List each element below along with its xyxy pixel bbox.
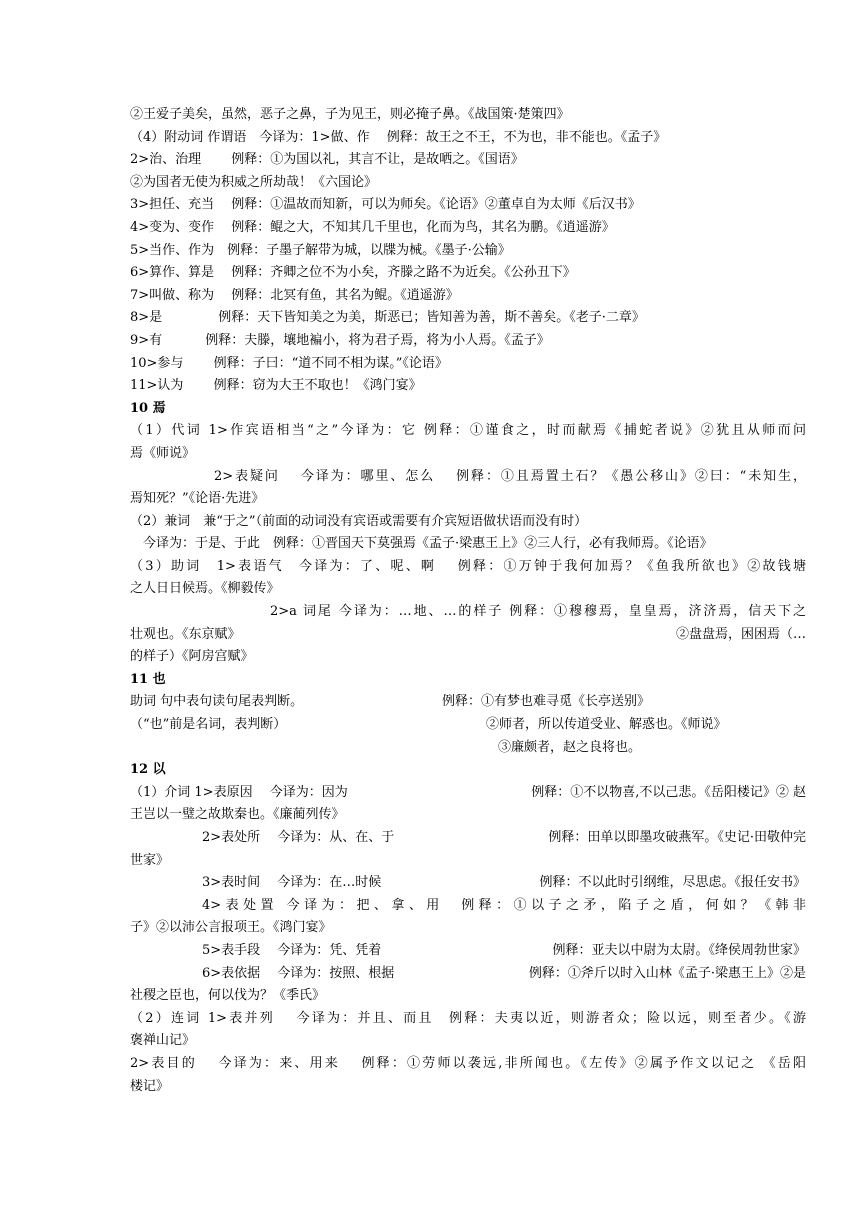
- text-segment: （1）介词 1>表原因 今译为：因为: [130, 784, 348, 800]
- document-body: [130, 104, 806, 1098]
- text-line: 4>表处置 今译为：把、拿、用 例释：①以子之矛，陷子之盾，何如？《韩非: [202, 897, 806, 913]
- text-line: 的样子）《阿房宫赋》: [130, 649, 254, 665]
- text-line: （2）连词 1>表并列 今译为：并且、而且 例释：夫夷以近，则游者众；险以远，则至者少。《游: [130, 1010, 806, 1026]
- text-segment: ②盘盘焉，困困焉（…: [675, 626, 806, 642]
- text-line: （3）助词 1>表语气 今译为：了、呢、啊 例释：①万钟于我何加焉？《鱼我所欲也》②故钱塘: [130, 558, 806, 574]
- text-line: [130, 827, 806, 850]
- text-line: 7>叫做、称为 例释：北冥有鱼，其名为鲲。《逍遥游》: [130, 287, 459, 303]
- text-line: [130, 714, 806, 737]
- text-line: [130, 963, 806, 986]
- text-line: （2）兼词 兼“于之”（前面的动词没有宾语或需要有介宾短语做状语而没有时）: [130, 513, 588, 529]
- text-line: ③廉颇者，赵之良将也。: [498, 739, 642, 755]
- text-line: 6>算作、算是 例释：齐卿之位不为小矣，齐滕之路不为近矣。《公孙丑下》: [130, 265, 576, 281]
- text-segment: 例释：不以此时引纲维，尽思虑。《报任安书》: [539, 875, 806, 891]
- text-segment: 壮观也。《东京赋》: [130, 626, 241, 642]
- text-line: 2>治、治理 例释：①为国以礼，其言不让，是故哂之。《国语》: [130, 152, 524, 168]
- text-segment: 例释：亚夫以中尉为太尉。《绛侯周勃世家》: [552, 942, 806, 958]
- text-segment: ②师者，所以传道受业、解惑也。《师说》: [486, 717, 727, 733]
- text-line-split: [130, 624, 806, 647]
- text-line: 2>a 词尾 今译为：…地、…的样子 例释：①穆穆焉，皇皇焉，济济焉，信天下之: [270, 604, 806, 620]
- text-line: 2>表疑问 今译为：哪里、怎么 例释：①且焉置土石？《愚公移山》②曰：“未知生，: [214, 468, 806, 484]
- text-line: [130, 691, 806, 714]
- text-line: 4>变为、变作 例释：鲲之大，不知其几千里也，化而为鸟，其名为鹏。《逍遥游》: [130, 219, 615, 235]
- text-line: 子》②以沛公言报项王。《鸿门宴》: [130, 920, 332, 936]
- text-line: 焉知死？”《论语·先进》: [130, 491, 265, 507]
- text-line: ②王爱子美矣，虽然，恶子之鼻，子为见王，则必掩子鼻。《战国策·楚策四》: [130, 107, 570, 122]
- text-line: ②为国者无使为积威之所劫哉！《六国论》: [130, 174, 378, 190]
- text-line: 3>担任、充当 例释：①温故而知新，可以为师矣。《论语》②董卓自为太师《后汉书》: [130, 197, 641, 213]
- text-line: [130, 782, 806, 805]
- text-line: 焉《师说》: [130, 445, 196, 461]
- section-heading: 12 以: [130, 762, 166, 778]
- text-line: 2>表目的 今译为：来、用来 例释：①劳师以袭远,非所闻也。《左传》②属予作文以记之 《岳阳: [130, 1055, 806, 1071]
- text-segment: 例释：①斧斤以时入山林《孟子·梁惠王上》②是: [528, 965, 806, 981]
- text-segment: 助词 句中表句读句尾表判断。: [130, 694, 304, 710]
- text-line: （4）附动词 作谓语 今译为：1>做、作 例释：故王之不王，不为也，非不能也。《孟子》: [130, 129, 667, 145]
- text-segment: 例释：田单以即墨攻破燕军。《史记·田敬仲完: [548, 830, 806, 845]
- text-segment: 2>表处所 今译为：从、在、于: [202, 830, 395, 845]
- text-line: 王岂以一璧之故欺秦也。《廉蔺列传》: [130, 807, 345, 823]
- text-line: 5>当作、作为 例释：子墨子解带为城，以牒为械。《墨子·公输》: [130, 242, 511, 258]
- text-segment: 例释：①有梦也难寻觅《长亭送别》: [442, 694, 651, 710]
- text-line: 9>有 例释：夫滕，壤地褊小，将为君子焉，将为小人焉。《孟子》: [130, 332, 550, 348]
- text-segment: 6>表依据 今译为：按照、根据: [202, 965, 395, 981]
- text-line: [130, 872, 806, 895]
- text-line: （1）代词 1>作宾语相当“之”今译为：它 例释：①谨食之，时而献焉《捕蛇者说》②犹且从师而问: [130, 423, 806, 439]
- text-line: 8>是 例释：天下皆知美之为美，斯恶已；皆知善为善，斯不善矣。《老子·二章》: [130, 310, 645, 326]
- text-line: 褒禅山记》: [130, 1033, 196, 1049]
- text-segment: 例释：①不以物喜,不以己悲。《岳阳楼记》② 赵: [531, 784, 806, 800]
- text-segment: 3>表时间 今译为：在…时候: [202, 875, 382, 891]
- text-line: 今译为：于是、于此 例释：①晋国天下莫强焉《孟子·梁惠王上》②三人行，必有我师焉。《论语》: [130, 536, 713, 552]
- text-line: 10>参与 例释：子曰：“道不同不相为谋。”《论语》: [130, 355, 448, 371]
- text-segment: （“也”前是名词，表判断）: [130, 717, 287, 733]
- text-line: 社稷之臣也，何以伐为？《季氏》: [130, 988, 326, 1004]
- text-line: 楼记》: [130, 1078, 170, 1094]
- section-heading: 10 焉: [130, 400, 166, 416]
- text-line: [130, 940, 806, 963]
- text-line: 世家》: [130, 852, 170, 868]
- text-line: 之人日日候焉。《柳毅传》: [130, 581, 280, 597]
- text-line: 11>认为 例释：窃为大王不取也！《鸿门宴》: [130, 378, 422, 394]
- text-segment: 5>表手段 今译为：凭、凭着: [202, 942, 382, 958]
- section-heading: 11 也: [130, 671, 166, 687]
